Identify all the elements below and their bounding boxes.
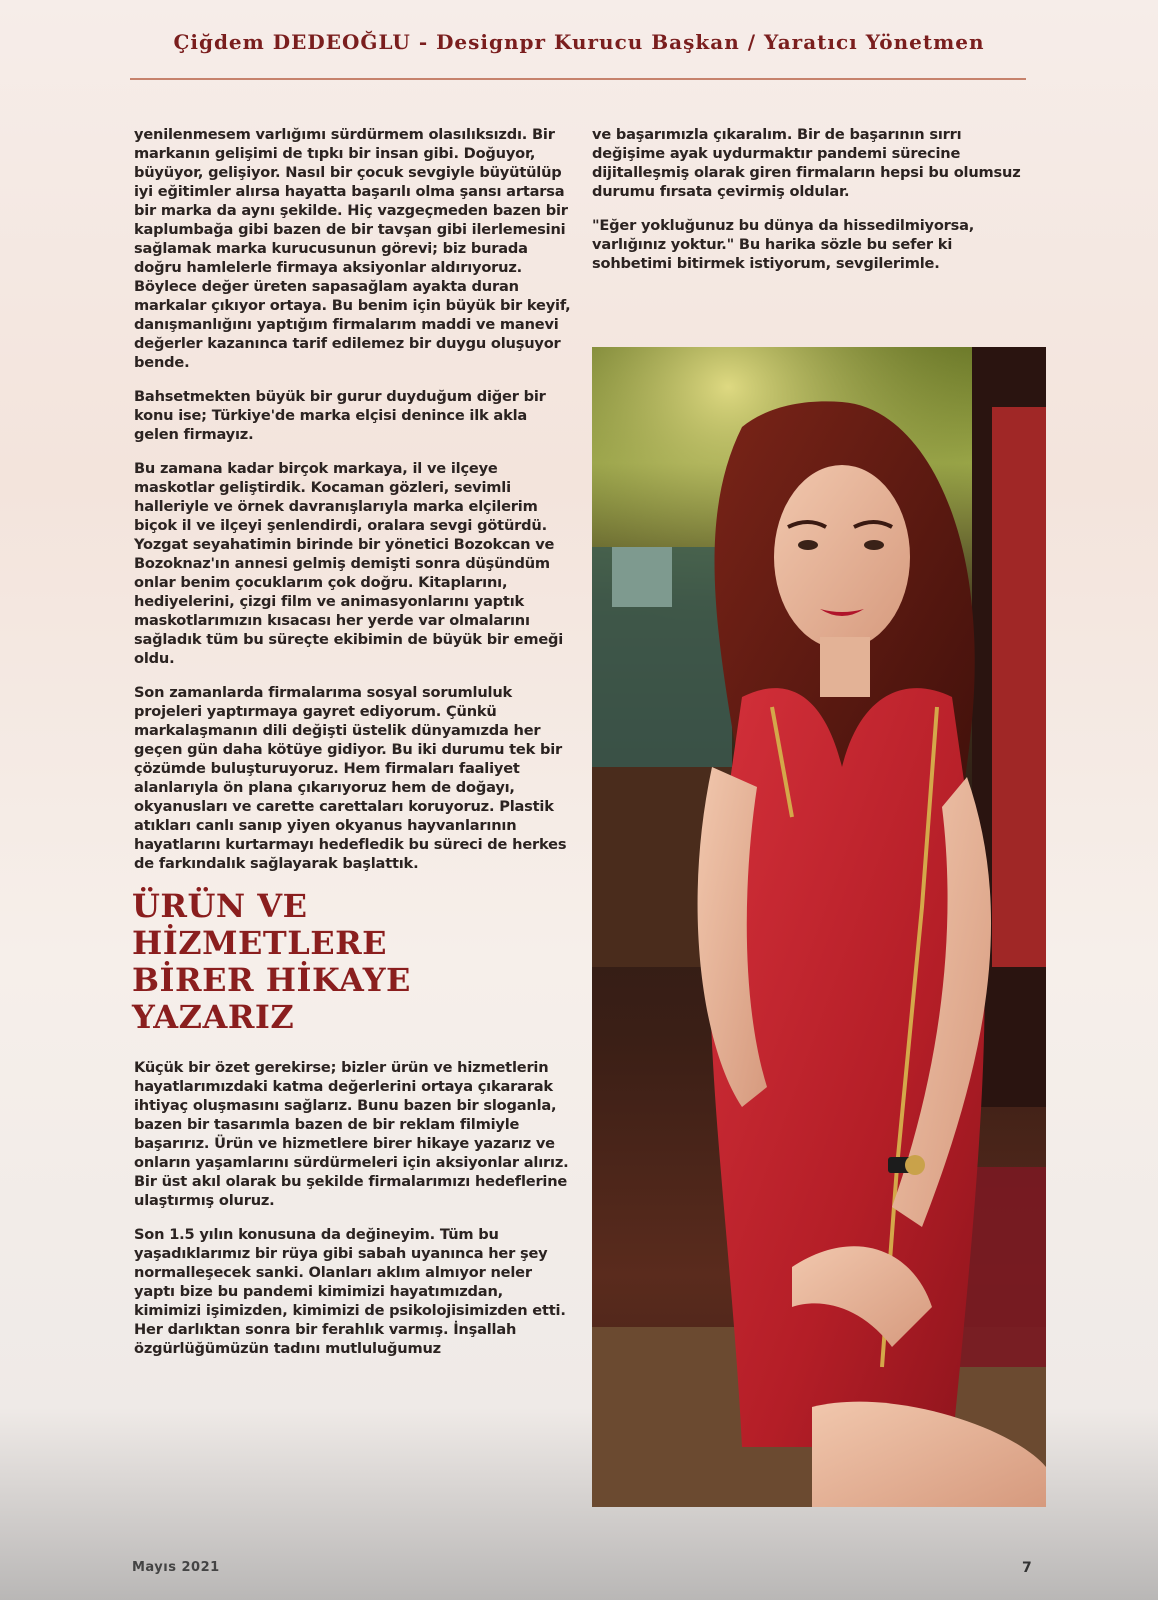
- paragraph: Son 1.5 yılın konusuna da değineyim. Tüm bu yaşadıklarımız bir rüya gibi sabah uyanınca her şey normalleşecek sanki. Olanları aklım almıyor neler yaptı bize bu pandemi kimimizi hayatımızdan, kimimizi işimizden, kimimizi de psikolojisimizden etti. Her darlıktan sonra bir ferahlık varmış. İnşallah özgürlüğümüzün tadını mutluluğumuz: [134, 1226, 566, 1357]
- watch-face: [905, 1155, 925, 1175]
- left-eye: [798, 540, 818, 550]
- page-header-title: Çiğdem DEDEOĞLU - Designpr Kurucu Başkan / Yaratıcı Yönetmen: [173, 30, 985, 54]
- portrait-photo: [592, 347, 1046, 1507]
- paragraph: ve başarımızla çıkaralım. Bir de başarının sırrı değişime ayak uydurmaktır pandemi sürecine dijitalleşmiş olarak giren firmaların hepsi bu olumsuz durumu fırsata çevirmiş oldular.: [592, 126, 1021, 200]
- paragraph: Bahsetmekten büyük bir gurur duyduğum diğer bir konu ise; Türkiye'de marka elçisi denince ilk akla gelen firmayız.: [134, 388, 546, 443]
- footer-date: Mayıs 2021: [132, 1560, 220, 1575]
- section-heading-line2: BİRER HİKAYE YAZARIZ: [132, 961, 411, 1036]
- right-column: [592, 125, 1024, 288]
- section-heading-line1: ÜRÜN VE HİZMETLERE: [132, 887, 388, 962]
- quote-paragraph: "Eğer yokluğunuz bu dünya da hissedilmiyorsa, varlığınız yoktur." Bu harika sözle bu sefer ki sohbetimi bitirmek istiyorum, sevgilerimle.: [592, 217, 975, 272]
- neck: [820, 637, 870, 697]
- page-number: 7: [1022, 1560, 1032, 1576]
- header-divider: [130, 78, 1026, 80]
- paragraph: Küçük bir özet gerekirse; bizler ürün ve hizmetlerin hayatlarımızdaki katma değerlerini ortaya çıkararak ihtiyaç oluşmasını sağlarız. Bunu bazen bir sloganla, bazen bir tasarımla bazen de bir reklam filmiyle başarırız. Ürün ve hizmetlere birer hikaye yazarız ve onların yaşamlarını sürdürmeleri için aksiyonlar alırız. Bir üst akıl olarak bu şekilde firmalarımızı hedeflerine ulaştırmış oluruz.: [134, 1059, 569, 1209]
- right-eye: [864, 540, 884, 550]
- background-box: [612, 547, 672, 607]
- section-heading: [132, 888, 574, 1036]
- face: [774, 465, 910, 649]
- paragraph: yenilenmesem varlığımı sürdürmem olasılıksızdı. Bir markanın gelişimi de tıpkı bir insan gibi. Doğuyor, büyüyor, gelişiyor. Nasıl bir çocuk sevgiyle büyütülüp iyi eğitimler alırsa hayatta başarılı olma şansı artarsa bir marka da aynı şekilde. Hiç vazgeçmeden bazen bir kaplumbağa gibi bazen de bir tavşan gibi ilerlemesini sağlamak marka kurucusunun görevi; biz burada doğru hamlelerle firmaya aksiyonlar aldırıyoruz. Böylece değer üreten sapasağlam ayakta duran markalar çıkıyor ortaya. Bu benim için büyük bir keyif, danışmanlığını yaptığım firmalarım maddi ve manevi değerler kazanınca tarif edilemez bir duygu oluşuyor bende.: [134, 126, 571, 371]
- background-red-panel: [992, 407, 1046, 967]
- left-column: [134, 125, 574, 1373]
- portrait-illustration: [592, 347, 1046, 1507]
- paragraph: Son zamanlarda firmalarıma sosyal sorumluluk projeleri yaptırmaya gayret ediyorum. Çünkü markalaşmanın dili değişti üstelik dünyamızda her geçen gün daha kötüye gidiyor. Bu iki durumu tek bir çözümde buluşturuyoruz. Hem firmaları faaliyet alanlarıyla ön plana çıkarıyoruz hem de doğayı, okyanusları ve carette carettaları koruyoruz. Plastik atıkları canlı sanıp yiyen okyanus hayvanlarının hayatlarını kurtarmayı hedefledik bu süreci de herkes de farkındalık sağlayarak başlattık.: [134, 684, 567, 872]
- paragraph: Bu zamana kadar birçok markaya, il ve ilçeye maskotlar geliştirdik. Kocaman gözleri, sevimli halleriyle ve örnek davranışlarıyla marka elçilerim biçok il ve ilçeyi şenlendirdi, oralara sevgi götürdü. Yozgat seyahatimin birinde bir yönetici Bozokcan ve Bozoknaz'ın annesi gelmiş demişti sonra düşündüm onlar benim çocuklarım çok doğru. Kitaplarını, hediyelerini, çizgi film ve animasyonlarını yaptık maskotlarımızın kısacası her yerde var olmalarını sağladık tüm bu süreçte ekibimin de büyük bir emeği oldu.: [134, 460, 564, 667]
